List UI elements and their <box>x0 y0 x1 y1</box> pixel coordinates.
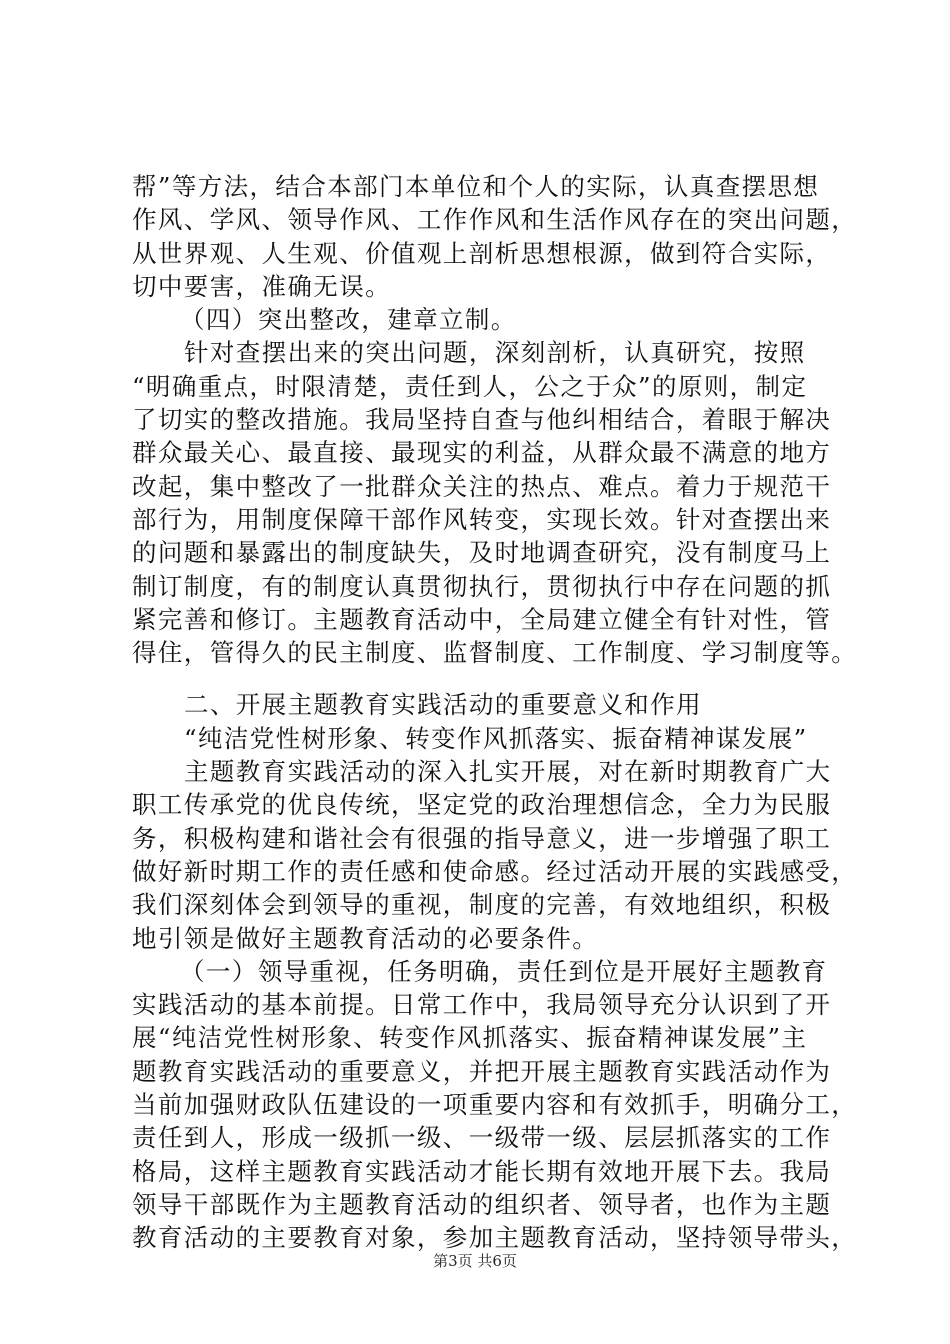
text-line: 题教育实践活动的重要意义，并把开展主题教育实践活动作为 <box>132 1056 832 1086</box>
page-number: 第3页 共6页 <box>433 1252 517 1270</box>
text-line: 的问题和暴露出的制度缺失，及时地调查研究，没有制度马上 <box>132 538 832 568</box>
text-line: 职工传承党的优良传统，坚定党的政治理想信念，全力为民服 <box>132 790 832 820</box>
section-heading: （一）领导重视，任务明确，责任到位是开展好主题教育 <box>180 956 828 986</box>
document-body <box>132 170 858 1255</box>
text-line: 务，积极构建和谐社会有很强的指导意义，进一步增强了职工 <box>132 823 832 853</box>
text-line: 格局，这样主题教育实践活动才能长期有效地开展下去。我局 <box>132 1156 832 1186</box>
text-line: 得住，管得久的民主制度、监督制度、工作制度、学习制度等。 <box>132 638 858 668</box>
text-line: 教育活动的主要教育对象，参加主题教育活动，坚持领导带头， <box>132 1223 858 1253</box>
text-line: 地引领是做好主题教育活动的必要条件。 <box>132 923 599 953</box>
text-line: “明确重点，时限清楚，责任到人，公之于众”的原则，制定 <box>132 371 808 401</box>
text-line: 部行为，用制度保障干部作风转变，实现长效。针对查摆出来 <box>132 504 832 534</box>
text-line: 主题教育实践活动的深入扎实开展，对在新时期教育广大 <box>184 757 832 787</box>
text-line: 领导干部既作为主题教育活动的组织者、领导者，也作为主题 <box>132 1189 832 1219</box>
text-line: 改起，集中整改了一批群众关注的热点、难点。着力于规范干 <box>132 471 832 501</box>
text-line: 当前加强财政队伍建设的一项重要内容和有效抓手，明确分工， <box>132 1090 858 1120</box>
text-line: 责任到人，形成一级抓一级、一级带一级、层层抓落实的工作 <box>132 1123 832 1153</box>
section-heading: 二、开展主题教育实践活动的重要意义和作用 <box>184 690 702 720</box>
text-line: 实践活动的基本前提。日常工作中，我局领导充分认识到了开 <box>132 990 832 1020</box>
text-line: 帮”等方法，结合本部门本单位和个人的实际，认真查摆思想 <box>132 172 820 201</box>
text-line: 了切实的整改措施。我局坚持自查与他纠相结合，着眼于解决 <box>132 405 832 435</box>
text-line: 作风、学风、领导作风、工作作风和生活作风存在的突出问题， <box>132 205 858 235</box>
text-line: 从世界观、人生观、价值观上剖析思想根源，做到符合实际， <box>132 238 832 268</box>
section-heading: （四）突出整改，建章立制。 <box>180 305 517 335</box>
subtitle-line: “纯洁党性树形象、转变作风抓落实、振奋精神谋发展” <box>184 723 808 753</box>
text-line: 针对查摆出来的突出问题，深刻剖析，认真研究，按照 <box>184 338 806 368</box>
text-line: 紧完善和修订。主题教育活动中，全局建立健全有针对性，管 <box>132 604 832 634</box>
text-line: 我们深刻体会到领导的重视，制度的完善，有效地组织，积极 <box>132 890 832 920</box>
text-line: 展“纯洁党性树形象、转变作风抓落实、振奋精神谋发展”主 <box>132 1023 808 1053</box>
text-line: 制订制度，有的制度认真贯彻执行，贯彻执行中存在问题的抓 <box>132 571 832 601</box>
text-line: 群众最关心、最直接、最现实的利益，从群众最不满意的地方 <box>132 438 832 468</box>
paragraph-gap <box>132 669 852 688</box>
text-line: 切中要害，准确无误。 <box>132 271 391 301</box>
text-line: 做好新时期工作的责任感和使命感。经过活动开展的实践感受， <box>132 856 858 886</box>
